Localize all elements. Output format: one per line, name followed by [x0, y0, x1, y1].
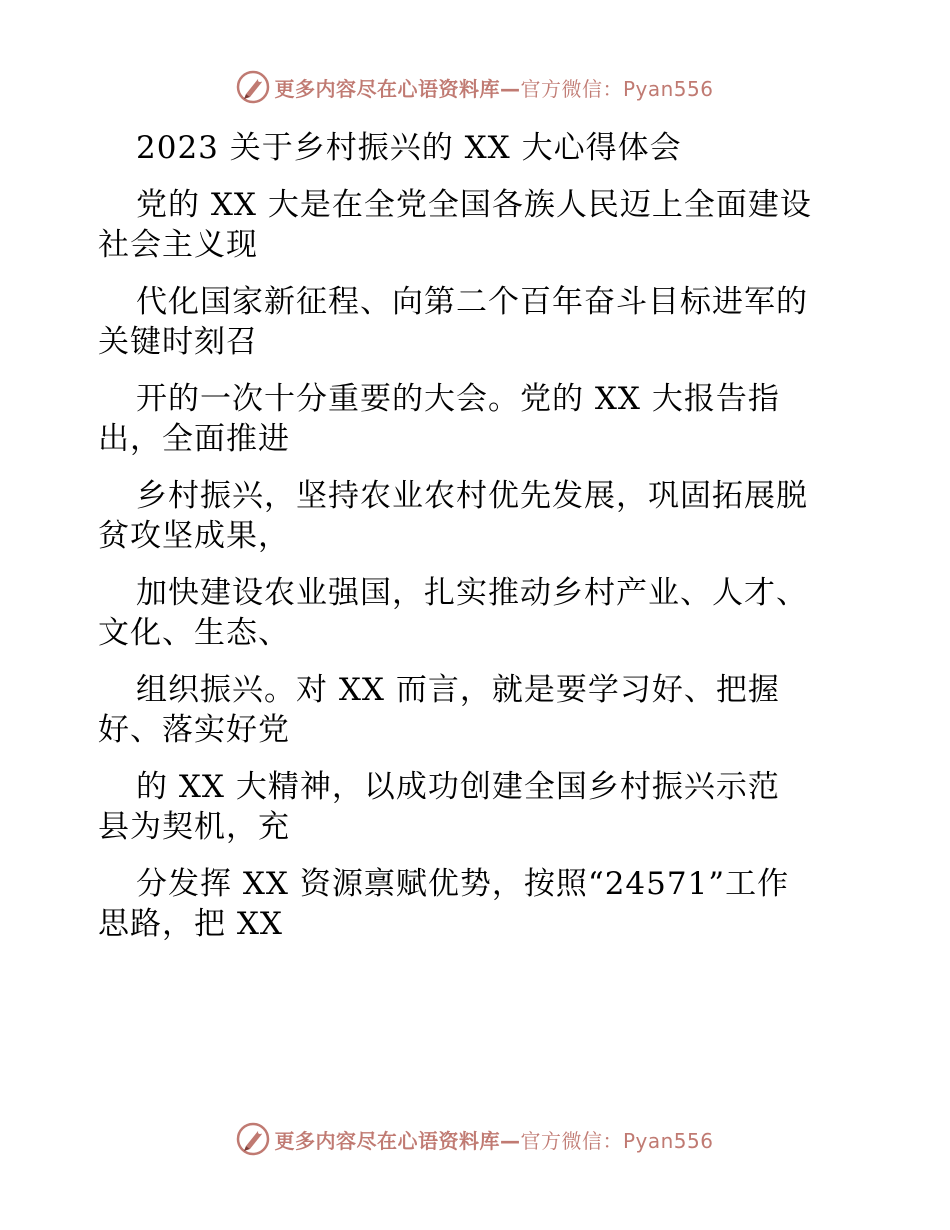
- paragraph-line: 社会主义现: [98, 227, 258, 263]
- header-watermark: [0, 70, 950, 104]
- watermark-wechat: 官方微信：Pyan556: [520, 1128, 714, 1153]
- footer-watermark: [0, 1122, 950, 1156]
- document-title: 2023 关于乡村振兴的 XX 大心得体会: [136, 130, 682, 166]
- watermark-slogan: 更多内容尽在心语资料库—: [274, 76, 521, 101]
- pen-logo-icon: [236, 1122, 270, 1156]
- watermark-wechat: 官方微信：Pyan556: [520, 76, 714, 101]
- watermark-text: [274, 73, 713, 102]
- paragraph-line: 组织振兴。对 XX 而言，就是要学习好、把握: [136, 672, 780, 708]
- pen-logo-icon: [236, 70, 270, 104]
- paragraph-line: 思路，把 XX: [98, 906, 283, 942]
- paragraph-line: 好、落实好党: [98, 712, 290, 748]
- paragraph-line: 文化、生态、: [98, 615, 290, 651]
- paragraph-line: 关键时刻召: [98, 324, 258, 360]
- paragraph-line: 的 XX 大精神，以成功创建全国乡村振兴示范: [136, 769, 780, 805]
- paragraph-line: 开的一次十分重要的大会。党的 XX 大报告指: [136, 381, 780, 417]
- paragraph-line: 代化国家新征程、向第二个百年奋斗目标进军的: [136, 284, 808, 320]
- watermark-slogan: 更多内容尽在心语资料库—: [274, 1128, 521, 1153]
- paragraph-line: 出，全面推进: [98, 421, 290, 457]
- paragraph-line: 党的 XX 大是在全党全国各族人民迈上全面建设: [136, 187, 812, 223]
- paragraph-line: 贫攻坚成果，: [98, 518, 290, 554]
- document-body: [98, 128, 858, 961]
- watermark-text: [274, 1125, 713, 1154]
- paragraph-line: 县为契机，充: [98, 809, 290, 845]
- paragraph-line: 乡村振兴，坚持农业农村优先发展，巩固拓展脱: [136, 478, 808, 514]
- paragraph-line: 加快建设农业强国，扎实推动乡村产业、人才、: [136, 575, 808, 611]
- paragraph-line: 分发挥 XX 资源禀赋优势，按照“24571”工作: [136, 866, 790, 902]
